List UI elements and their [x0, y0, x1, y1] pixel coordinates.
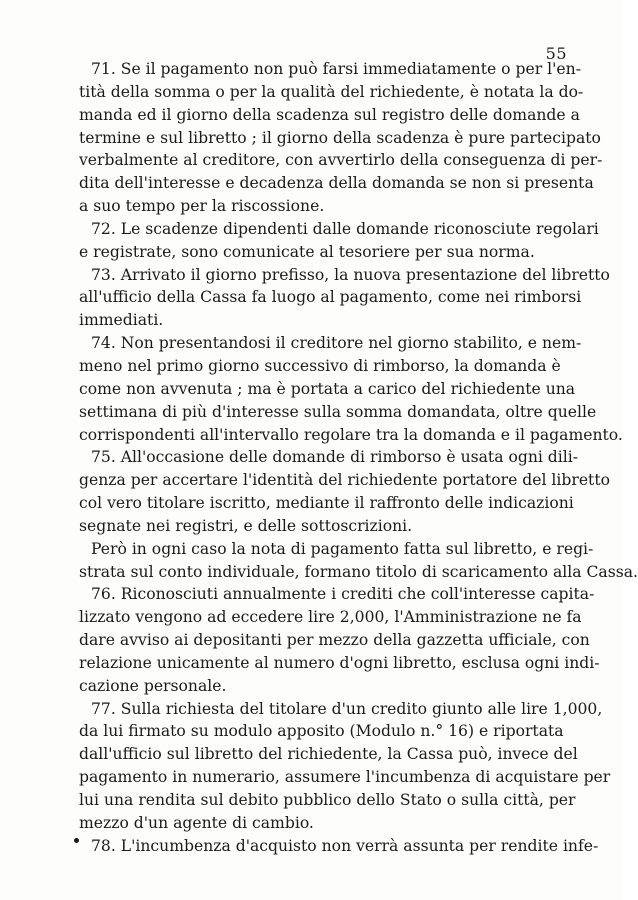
text-line: lui una rendita sul debito pubblico dello Stato o sulla città, per: [79, 791, 576, 809]
article-78: [79, 835, 599, 858]
body-text: [79, 58, 638, 858]
text-line: col vero titolare iscritto, mediante il raffronto delle indicazioni: [79, 494, 574, 513]
text-line: corrispondenti all'intervallo regolare tra la domanda e il pagamento.: [79, 425, 623, 444]
text-line: 74. Non presentandosi il creditore nel giorno stabilito, e nem-: [91, 334, 582, 353]
text-line: immediati.: [79, 311, 164, 330]
text-line: da lui firmato su modulo apposito (Modulo n.° 16) e riportata: [79, 722, 564, 741]
text-line: termine e sul libretto ; il giorno della scadenza è pure partecipato: [79, 128, 601, 147]
ink-dot-mark: [74, 838, 79, 843]
text-line: 78. L'incumbenza d'acquisto non verrà assunta per rendite infe-: [91, 836, 599, 855]
text-line: relazione unicamente al numero d'ogni libretto, esclusa ogni indi-: [79, 653, 600, 672]
text-line: genza per accertare l'identità del richiedente portatore del libretto: [79, 471, 610, 490]
article-75-continued: [79, 538, 638, 584]
text-line: 77. Sulla richiesta del titolare d'un credito giunto alle lire 1,000,: [91, 699, 603, 718]
article-73: [79, 264, 610, 333]
article-77: [79, 698, 611, 835]
text-line: 73. Arrivato il giorno prefisso, la nuova presentazione del libretto: [91, 265, 610, 284]
text-line: tità della somma o per la qualità del richiedente, è notata la do-: [79, 82, 584, 101]
text-line: come non avvenuta ; ma è portata a carico del richiedente una: [79, 379, 576, 398]
text-line: 76. Riconosciuti annualmente i crediti che coll'interesse capita-: [91, 585, 595, 604]
text-line: segnate nei registri, e delle sottoscrizioni.: [79, 516, 413, 535]
text-line: settimana di più d'interesse sulla somma domandata, oltre quelle: [79, 402, 597, 421]
text-line: e registrate, sono comunicate al tesoriere per sua norma.: [79, 242, 535, 261]
text-line: strata sul conto individuale, formano titolo di scaricamento alla Cassa.: [79, 562, 638, 581]
article-71: [79, 58, 603, 218]
article-74: [79, 332, 623, 446]
text-line: 71. Se il pagamento non può farsi immediatamente o per l'en-: [91, 60, 581, 78]
text-line: 72. Le scadenze dipendenti dalle domande riconosciute regolari: [91, 219, 599, 238]
text-line: dita dell'interesse e decadenza della domanda se non si presenta: [79, 174, 594, 193]
text-line: dall'ufficio sul libretto del richiedente, la Cassa può, invece del: [79, 745, 578, 764]
text-line: mezzo d'un agente di cambio.: [79, 813, 314, 832]
page-number: 55: [545, 44, 567, 63]
article-72: [79, 218, 599, 264]
text-line: pagamento in numerario, assumere l'incumbenza di acquistare per: [79, 768, 611, 787]
text-line: all'ufficio della Cassa fa luogo al pagamento, come nei rimborsi: [79, 288, 582, 307]
text-line: cazione personale.: [79, 676, 227, 695]
text-line: lizzato vengono ad eccedere lire 2,000, l'Amministrazione ne fa: [79, 608, 582, 627]
text-line: meno nel primo giorno successivo di rimborso, la domanda è: [79, 356, 561, 375]
text-line: verbalmente al creditore, con avvertirlo della conseguenza di per-: [79, 151, 603, 170]
text-line: 75. All'occasione delle domande di rimborso è usata ogni dili-: [91, 448, 579, 467]
text-line: manda ed il giorno della scadenza sul registro delle domande a: [79, 105, 580, 124]
article-75: [79, 446, 610, 537]
text-line: Però in ogni caso la nota di pagamento fatta sul libretto, e regi-: [91, 539, 594, 558]
article-76: [79, 583, 600, 697]
text-line: dare avviso ai depositanti per mezzo della gazzetta ufficiale, con: [79, 631, 590, 650]
text-line: a suo tempo per la riscossione.: [79, 197, 325, 216]
